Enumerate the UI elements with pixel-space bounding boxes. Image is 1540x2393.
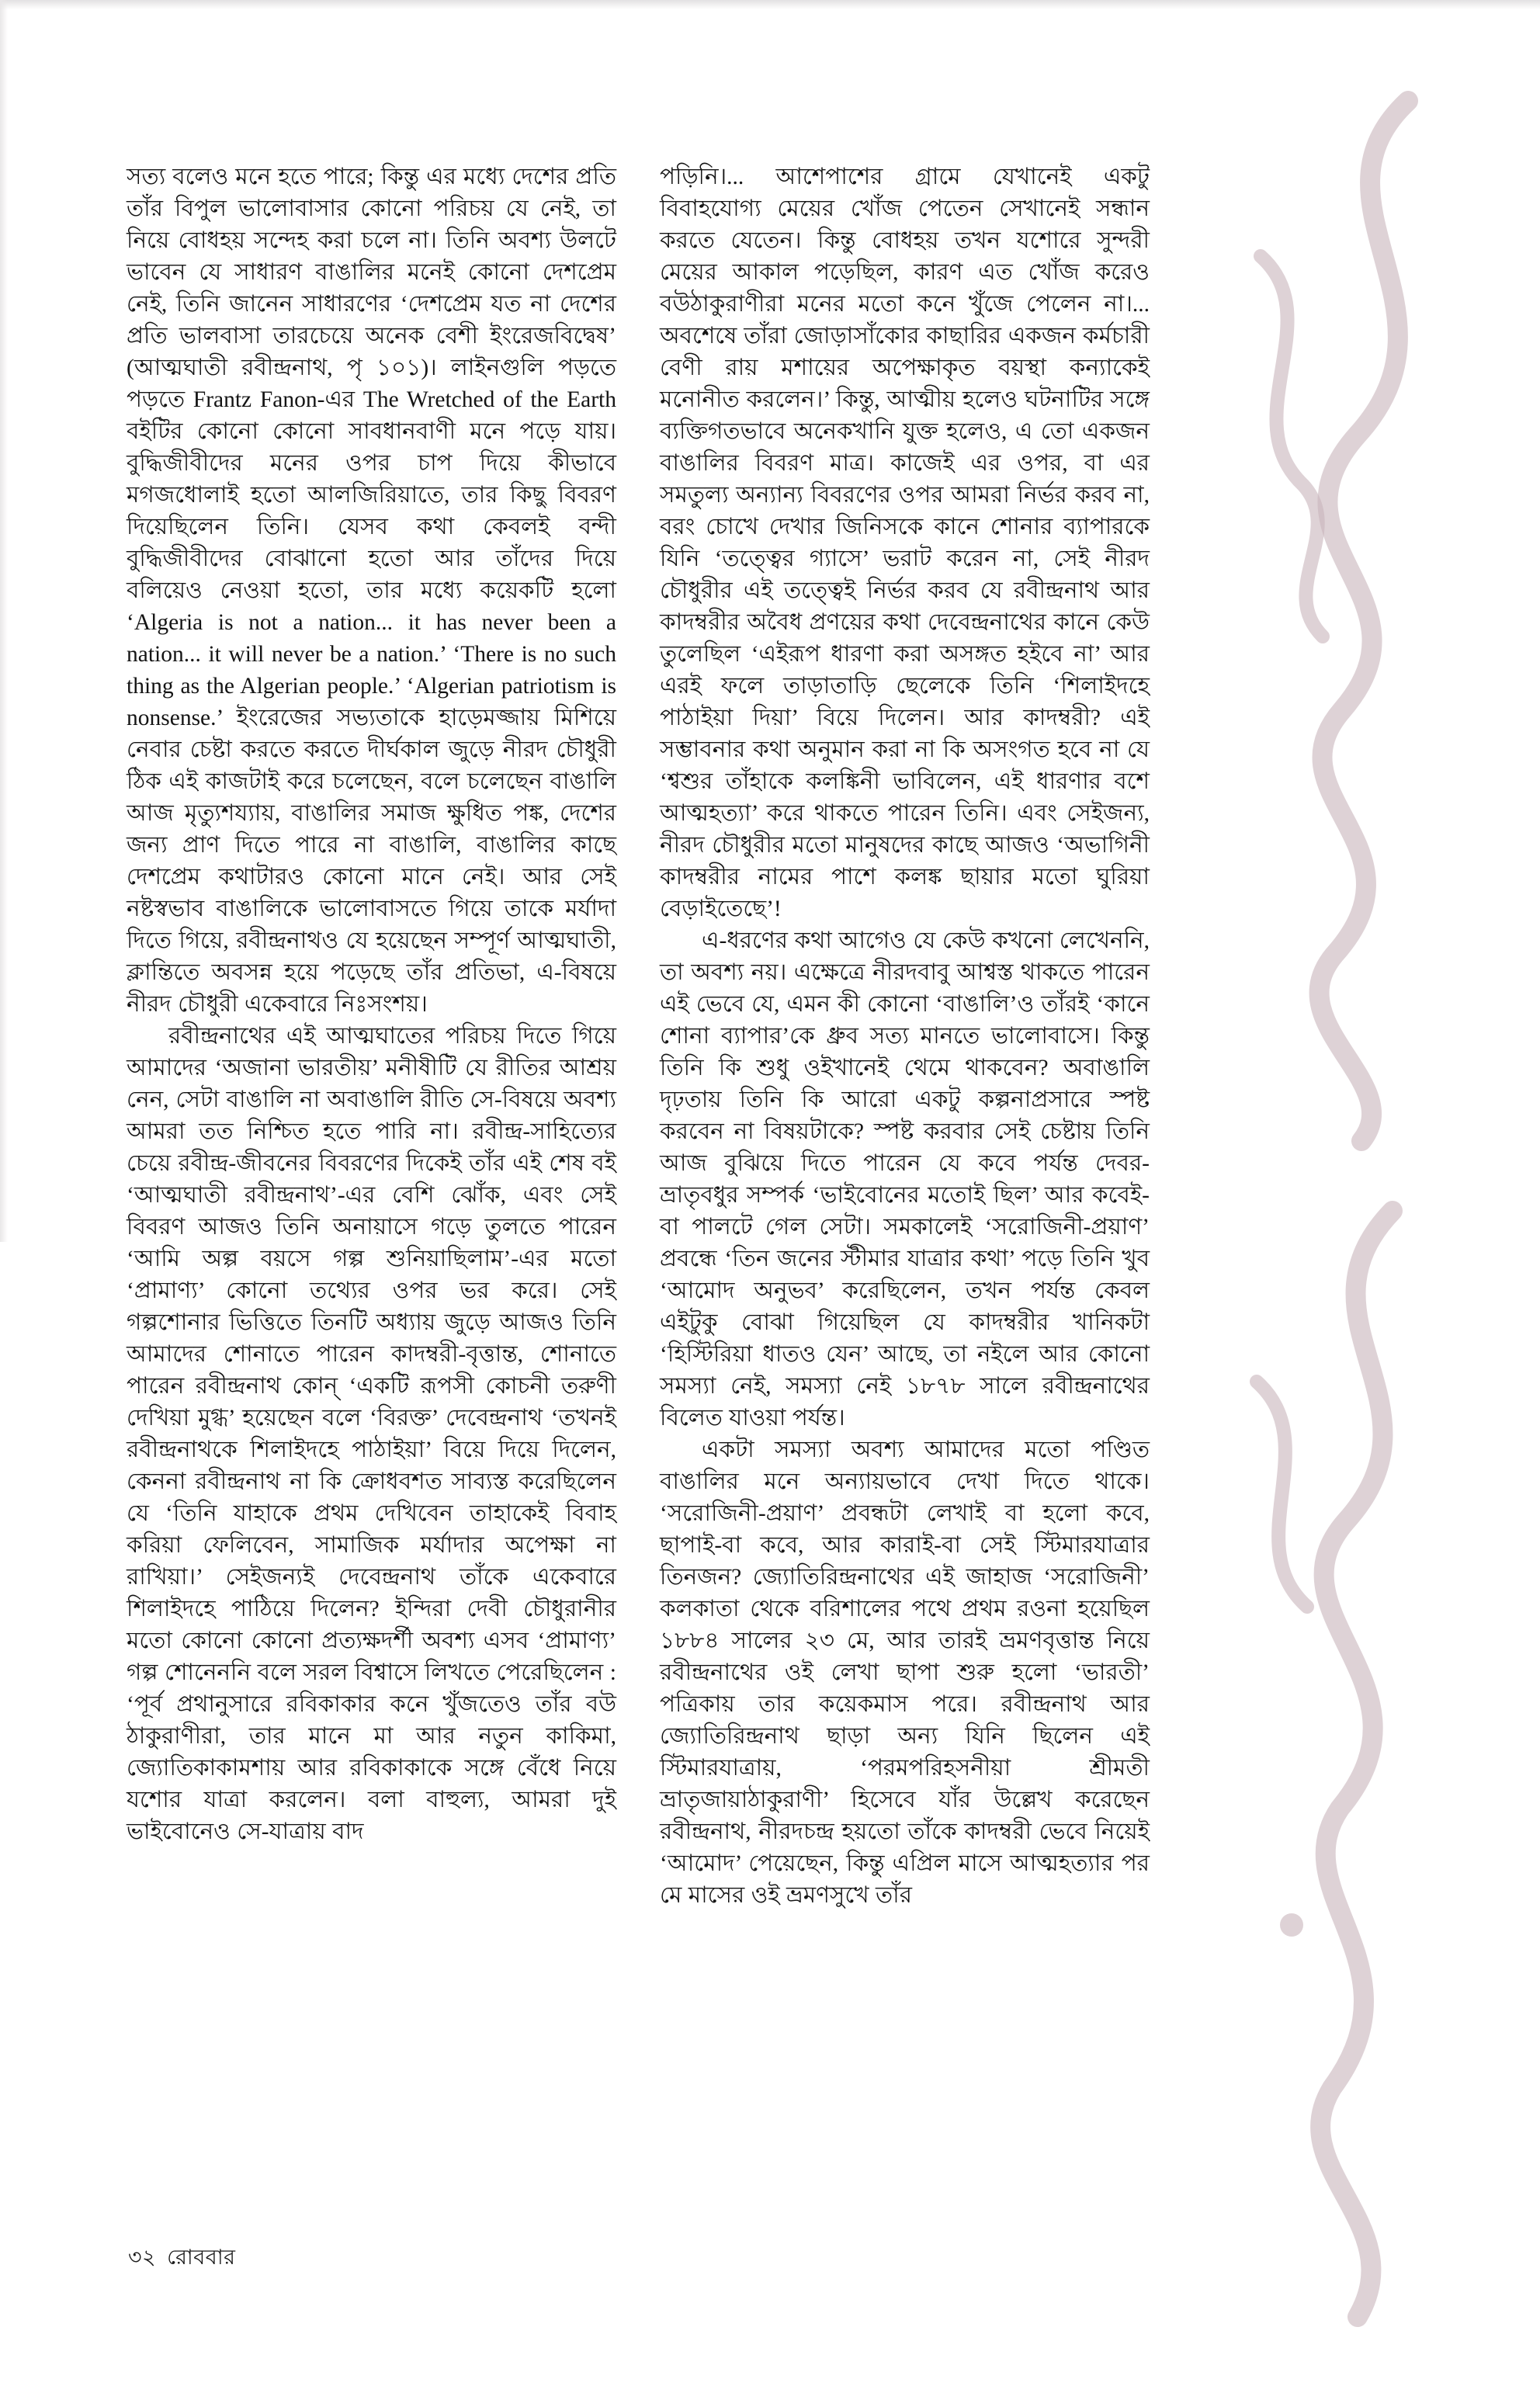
page-footer [128, 2242, 236, 2277]
text-column-right [660, 161, 1150, 1912]
calligraphic-signature-watermark [1167, 0, 1540, 2393]
magazine-name: রোববার [167, 2246, 236, 2269]
body-paragraph: সত্য বলেও মনে হতে পারে; কিন্তু এর মধ্যে দেশের প্রতি তাঁর বিপুল ভালোবাসার কোনো পরিচয় যে নেই, তা নিয়ে বোধহয় সন্দেহ করা চলে না। তিনি অবশ্য উলটে ভাবেন যে সাধারণ বাঙালির মনেই কোনো দেশপ্রেম নেই, তিনি জানেন সাধারণের ‘দেশপ্রেম যত না দেশের প্রতি ভালবাসা তারচেয়ে অনেক বেশী ইংরেজবিদ্বেষ’ (আত্মঘাতী রবীন্দ্রনাথ, পৃ ১০১)। লাইনগুলি পড়তে পড়তে Frantz Fanon-এর The Wretched of the Earth বইটির কোনো কোনো সাবধানবাণী মনে পড়ে যায়। বুদ্ধিজীবীদের মনের ওপর চাপ দিয়ে কীভাবে মগজধোলাই হতো আলজিরিয়াতে, তার কিছু বিবরণ দিয়েছিলেন তিনি। যেসব কথা কেবলই বন্দী বুদ্ধিজীবীদের বোঝানো হতো আর তাঁদের দিয়ে বলিয়েও নেওয়া হতো, তার মধ্যে কয়েকটি হলো ‘Algeria is not a nation... it has never been a nation... it will never be a nation.’ ‘There is no such thing as the Algerian people.’ ‘Algerian patriotism is nonsense.’ ইংরেজের সভ্যতাকে হাড়েমজ্জায় মিশিয়ে নেবার চেষ্টা করতে করতে দীর্ঘকাল জুড়ে নীরদ চৌধুরী ঠিক এই কাজটাই করে চলেছেন, বলে চলেছেন বাঙালি আজ মৃত্যুশয্যায়, বাঙালির সমাজ ক্ষুধিত পঙ্ক, দেশের জন্য প্রাণ দিতে পারে না বাঙালি, বাঙালির কাছে দেশপ্রেম কথাটারও কোনো মানে নেই। আর সেই নষ্টস্বভাব বাঙালিকে ভালোবাসতে গিয়ে তাকে মর্যাদা দিতে গিয়ে, রবীন্দ্রনাথও যে হয়েছেন সম্পূর্ণ আত্মঘাতী, ক্লান্তিতে অবসন্ন হয়ে পড়েছে তাঁর প্রতিভা, এ-বিষয়ে নীরদ চৌধুরী একেবারে নিঃসংশয়। [127, 165, 616, 1017]
page-number: ৩২ [128, 2246, 157, 2269]
body-paragraph: একটা সমস্যা অবশ্য আমাদের মতো পণ্ডিত বাঙালির মনে অন্যায়ভাবে দেখা দিতে থাকে। ‘সরোজিনী-প্রয়াণ’ প্রবন্ধটা লেখাই বা হলো কবে, ছাপাই-বা কবে, আর কারাই-বা সেই স্টিমারযাত্রার তিনজন? জ্যোতিরিন্দ্রনাথের এই জাহাজ ‘সরোজিনী’ কলকাতা থেকে বরিশালের পথে প্রথম রওনা হয়েছিল ১৮৮৪ সালের ২৩ মে, আর তারই ভ্রমণবৃত্তান্ত নিয়ে রবীন্দ্রনাথের ওই লেখা ছাপা শুরু হলো ‘ভারতী’ পত্রিকায় তার কয়েকমাস পরে। রবীন্দ্রনাথ আর জ্যোতিরিন্দ্রনাথ ছাড়া অন্য যিনি ছিলেন এই স্টিমারযাত্রায়, ‘পরমপরিহসনীয়া শ্রীমতী ভ্রাতৃজায়াঠাকুরাণী’ হিসেবে যাঁর উল্লেখ করেছেন রবীন্দ্রনাথ, নীরদচন্দ্র হয়তো তাঁকে কাদম্বরী ভেবে নিয়েই ‘আমোদ’ পেয়েছেন, কিন্তু এপ্রিল মাসে আত্মহত্যার পর মে মাসের ওই ভ্রমণসুখে তাঁর [660, 1438, 1150, 1908]
body-paragraph: পড়িনি।... আশেপাশের গ্রামে যেখানেই একটু বিবাহযোগ্য মেয়ের খোঁজ পেতেন সেখানেই সন্ধান করতে যেতেন। কিন্তু বোধহয় তখন যশোরে সুন্দরী মেয়ের আকাল পড়েছিল, কারণ এত খোঁজ করেও বউঠাকুরাণীরা মনের মতো কনে খুঁজে পেলেন না।... অবশেষে তাঁরা জোড়াসাঁকোর কাছারির একজন কর্মচারী বেণী রায় মশায়ের অপেক্ষাকৃত বয়স্থা কন্যাকেই মনোনীত করলেন।’ কিন্তু, আত্মীয় হলেও ঘটনাটির সঙ্গে ব্যক্তিগতভাবে অনেকখানি যুক্ত হলেও, এ তো একজন বাঙালির বিবরণ মাত্র। কাজেই এর ওপর, বা এর সমতুল্য অন্যান্য বিবরণের ওপর আমরা নির্ভর করব না, বরং চোখে দেখার জিনিসকে কানে শোনার ব্যাপারকে যিনি ‘তত্ত্বের গ্যাসে’ ভরাট করেন না, সেই নীরদ চৌধুরীর এই তত্ত্বেই নির্ভর করব যে রবীন্দ্রনাথ আর কাদম্বরীর অবৈধ প্রণয়ের কথা দেবেন্দ্রনাথের কানে কেউ তুলেছিল ‘এইরূপ ধারণা করা অসঙ্গত হইবে না’ আর এরই ফলে তাড়াতাড়ি ছেলেকে তিনি ‘শিলাইদহে পাঠাইয়া দিয়া’ বিয়ে দিলেন। আর কাদম্বরী? এই সম্ভাবনার কথা অনুমান করা না কি অসংগত হবে না যে ‘শ্বশুর তাঁহাকে কলঙ্কিনী ভাবিলেন, এই ধারণার বশে আত্মহত্যা’ করে থাকতে পারেন তিনি। এবং সেইজন্য, নীরদ চৌধুরীর মতো মানুষদের কাছে আজও ‘অভাগিনী কাদম্বরীর নামের পাশে কলঙ্ক ছায়ার মতো ঘুরিয়া বেড়াইতেছে’! [660, 165, 1150, 921]
scan-edge-top [0, 0, 1540, 9]
article-body [127, 161, 1150, 1912]
body-paragraph: রবীন্দ্রনাথের এই আত্মঘাতের পরিচয় দিতে গিয়ে আমাদের ‘অজানা ভারতীয়’ মনীষীটি যে রীতির আশ্রয় নেন, সেটা বাঙালি না অবাঙালি রীতি সে-বিষয়ে অবশ্য আমরা তত নিশ্চিত হতে পারি না। রবীন্দ্র-সাহিত্যের চেয়ে রবীন্দ্র-জীবনের বিবরণের দিকেই তাঁর এই শেষ বই ‘আত্মঘাতী রবীন্দ্রনাথ’-এর বেশি ঝোঁক, এবং সেই বিবরণ আজও তিনি অনায়াসে গড়ে তুলতে পারেন ‘আমি অল্প বয়সে গল্প শুনিয়াছিলাম’-এর মতো ‘প্রামাণ্য’ কোনো তথ্যের ওপর ভর করে। সেই গল্পশোনার ভিত্তিতে তিনটি অধ্যায় জুড়ে আজও তিনি আমাদের শোনাতে পারেন কাদম্বরী-বৃত্তান্ত, শোনাতে পারেন রবীন্দ্রনাথ কোন্‌ ‘একটি রূপসী কোচনী তরুণী দেখিয়া মুগ্ধ’ হয়েছেন বলে ‘বিরক্ত’ দেবেন্দ্রনাথ ‘তখনই রবীন্দ্রনাথকে শিলাইদহে পাঠাইয়া’ বিয়ে দিয়ে দিলেন, কেননা রবীন্দ্রনাথ না কি ক্রোধবশত সাব্যস্ত করেছিলেন যে ‘তিনি যাহাকে প্রথম দেখিবেন তাহাকেই বিবাহ করিয়া ফেলিবেন, সামাজিক মর্যাদার অপেক্ষা না রাখিয়া।’ সেইজন্যই দেবেন্দ্রনাথ তাঁকে একেবারে শিলাইদহে পাঠিয়ে দিলেন? ইন্দিরা দেবী চৌধুরানীর মতো কোনো কোনো প্রত্যক্ষদর্শী অবশ্য এসব ‘প্রামাণ্য’ গল্প শোনেননি বলে সরল বিশ্বাসে লিখতে পেরেছিলেন : ‘পূর্ব প্রথানুসারে রবিকাকার কনে খুঁজতেও তাঁর বউ ঠাকুরাণীরা, তার মানে মা আর নতুন কাকিমা, জ্যোতিকাকামশায় আর রবিকাকাকে সঙ্গে বেঁধে নিয়ে যশোর যাত্রা করলেন। বলা বাহুল্য, আমরা দুই ভাইবোনেও সে-যাত্রায় বাদ [127, 1024, 616, 1844]
scan-edge-left [0, 0, 8, 1242]
text-column-left [127, 161, 616, 1912]
body-paragraph: এ-ধরণের কথা আগেও যে কেউ কখনো লেখেননি, তা অবশ্য নয়। এক্ষেত্রে নীরদবাবু আশ্বস্ত থাকতে পারেন এই ভেবে যে, এমন কী কোনো ‘বাঙালি’ও তাঁরই ‘কানে শোনা ব্যাপার’কে ধ্রুব সত্য মানতে ভালোবাসে। কিন্তু তিনি কি শুধু ওইখানেই থেমে থাকবেন? অবাঙালি দৃঢ়তায় তিনি কি আরো একটু কল্পনাপ্রসারে স্পষ্ট করবেন না বিষয়টাকে? স্পষ্ট করবার সেই চেষ্টায় তিনি আজ বুঝিয়ে দিতে পারেন যে কবে পর্যন্ত দেবর-ভ্রাতৃবধুর সম্পর্ক ‘ভাইবোনের মতোই ছিল’ আর কবেই-বা পালটে গেল সেটা। সমকালেই ‘সরোজিনী-প্রয়াণ’ প্রবন্ধে ‘তিন জনের স্টীমার যাত্রার কথা’ পড়ে তিনি খুব ‘আমোদ অনুভব’ করেছিলেন, তখন পর্যন্ত কেবল এইটুকু বোঝা গিয়েছিল যে কাদম্বরীর খানিকটা ‘হিস্টিরিয়া ধাতও যেন’ আছে, তা নইলে আর কোনো সমস্যা নেই, সমস্যা নেই ১৮৭৮ সালে রবীন্দ্রনাথের বিলেত যাওয়া পর্যন্ত। [660, 928, 1150, 1431]
signature-watermark-svg [1167, 0, 1540, 2393]
